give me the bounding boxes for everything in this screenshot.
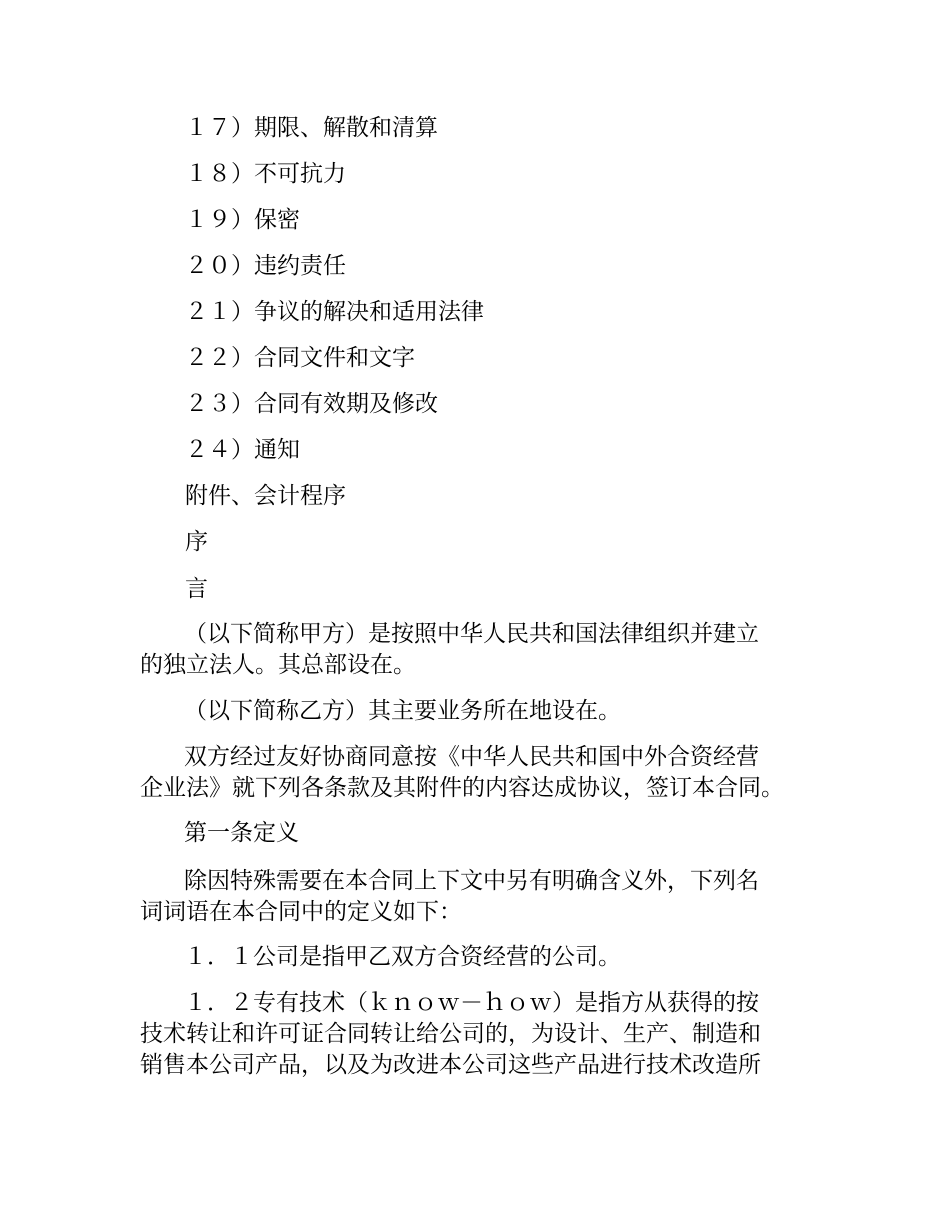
toc-item-18: １８）不可抗力: [185, 161, 346, 187]
paragraph-line: 技术转让和许可证合同转让给公司的，为设计、生产、制造和: [140, 1021, 761, 1047]
paragraph-line: 除因特殊需要在本合同上下文中另有明确含义外，下列名: [184, 868, 759, 894]
paragraph-line: （以下简称乙方）其主要业务所在地设在。: [184, 698, 621, 724]
toc-item-appendix: 附件、会计程序: [185, 483, 346, 509]
paragraph-line: １．１公司是指甲乙双方合资经营的公司。: [184, 944, 621, 970]
preface-heading-char-2: 言: [185, 576, 208, 602]
preface-heading-char-1: 序: [185, 529, 208, 555]
toc-item-17: １７）期限、解散和清算: [185, 115, 438, 141]
paragraph-party-b: [140, 696, 830, 727]
paragraph-line: 企业法》就下列各条款及其附件的内容达成协议，签订本合同。: [140, 775, 784, 801]
paragraph-line: 销售本公司产品，以及为改进本公司这些产品进行技术改造所: [140, 1052, 761, 1078]
toc-item-24: ２４）通知: [185, 437, 300, 463]
definition-1-1: [140, 942, 830, 973]
paragraph-line: 双方经过友好协商同意按《中华人民共和国中外合资经营: [184, 744, 759, 770]
article-1-heading: [140, 818, 830, 849]
paragraph-line: 词词语在本合同中的定义如下：: [140, 899, 462, 925]
paragraph-line: １．２专有技术（ｋｎｏｗ－ｈｏｗ）是指方从获得的按: [184, 990, 759, 1016]
toc-item-20: ２０）违约责任: [185, 253, 346, 279]
toc-item-22: ２２）合同文件和文字: [185, 345, 415, 371]
definition-1-2: [140, 988, 830, 1081]
paragraph-party-a: [140, 619, 830, 681]
paragraph-line: 第一条定义: [184, 820, 299, 846]
paragraph-agreement: [140, 742, 830, 804]
toc-item-21: ２１）争议的解决和适用法律: [185, 299, 484, 325]
paragraph-definitions-intro: [140, 866, 830, 928]
toc-item-23: ２３）合同有效期及修改: [185, 391, 438, 417]
paragraph-line: 的独立法人。其总部设在。: [140, 652, 416, 678]
paragraph-line: （以下简称甲方）是按照中华人民共和国法律组织并建立: [184, 621, 759, 647]
toc-item-19: １９）保密: [185, 207, 300, 233]
